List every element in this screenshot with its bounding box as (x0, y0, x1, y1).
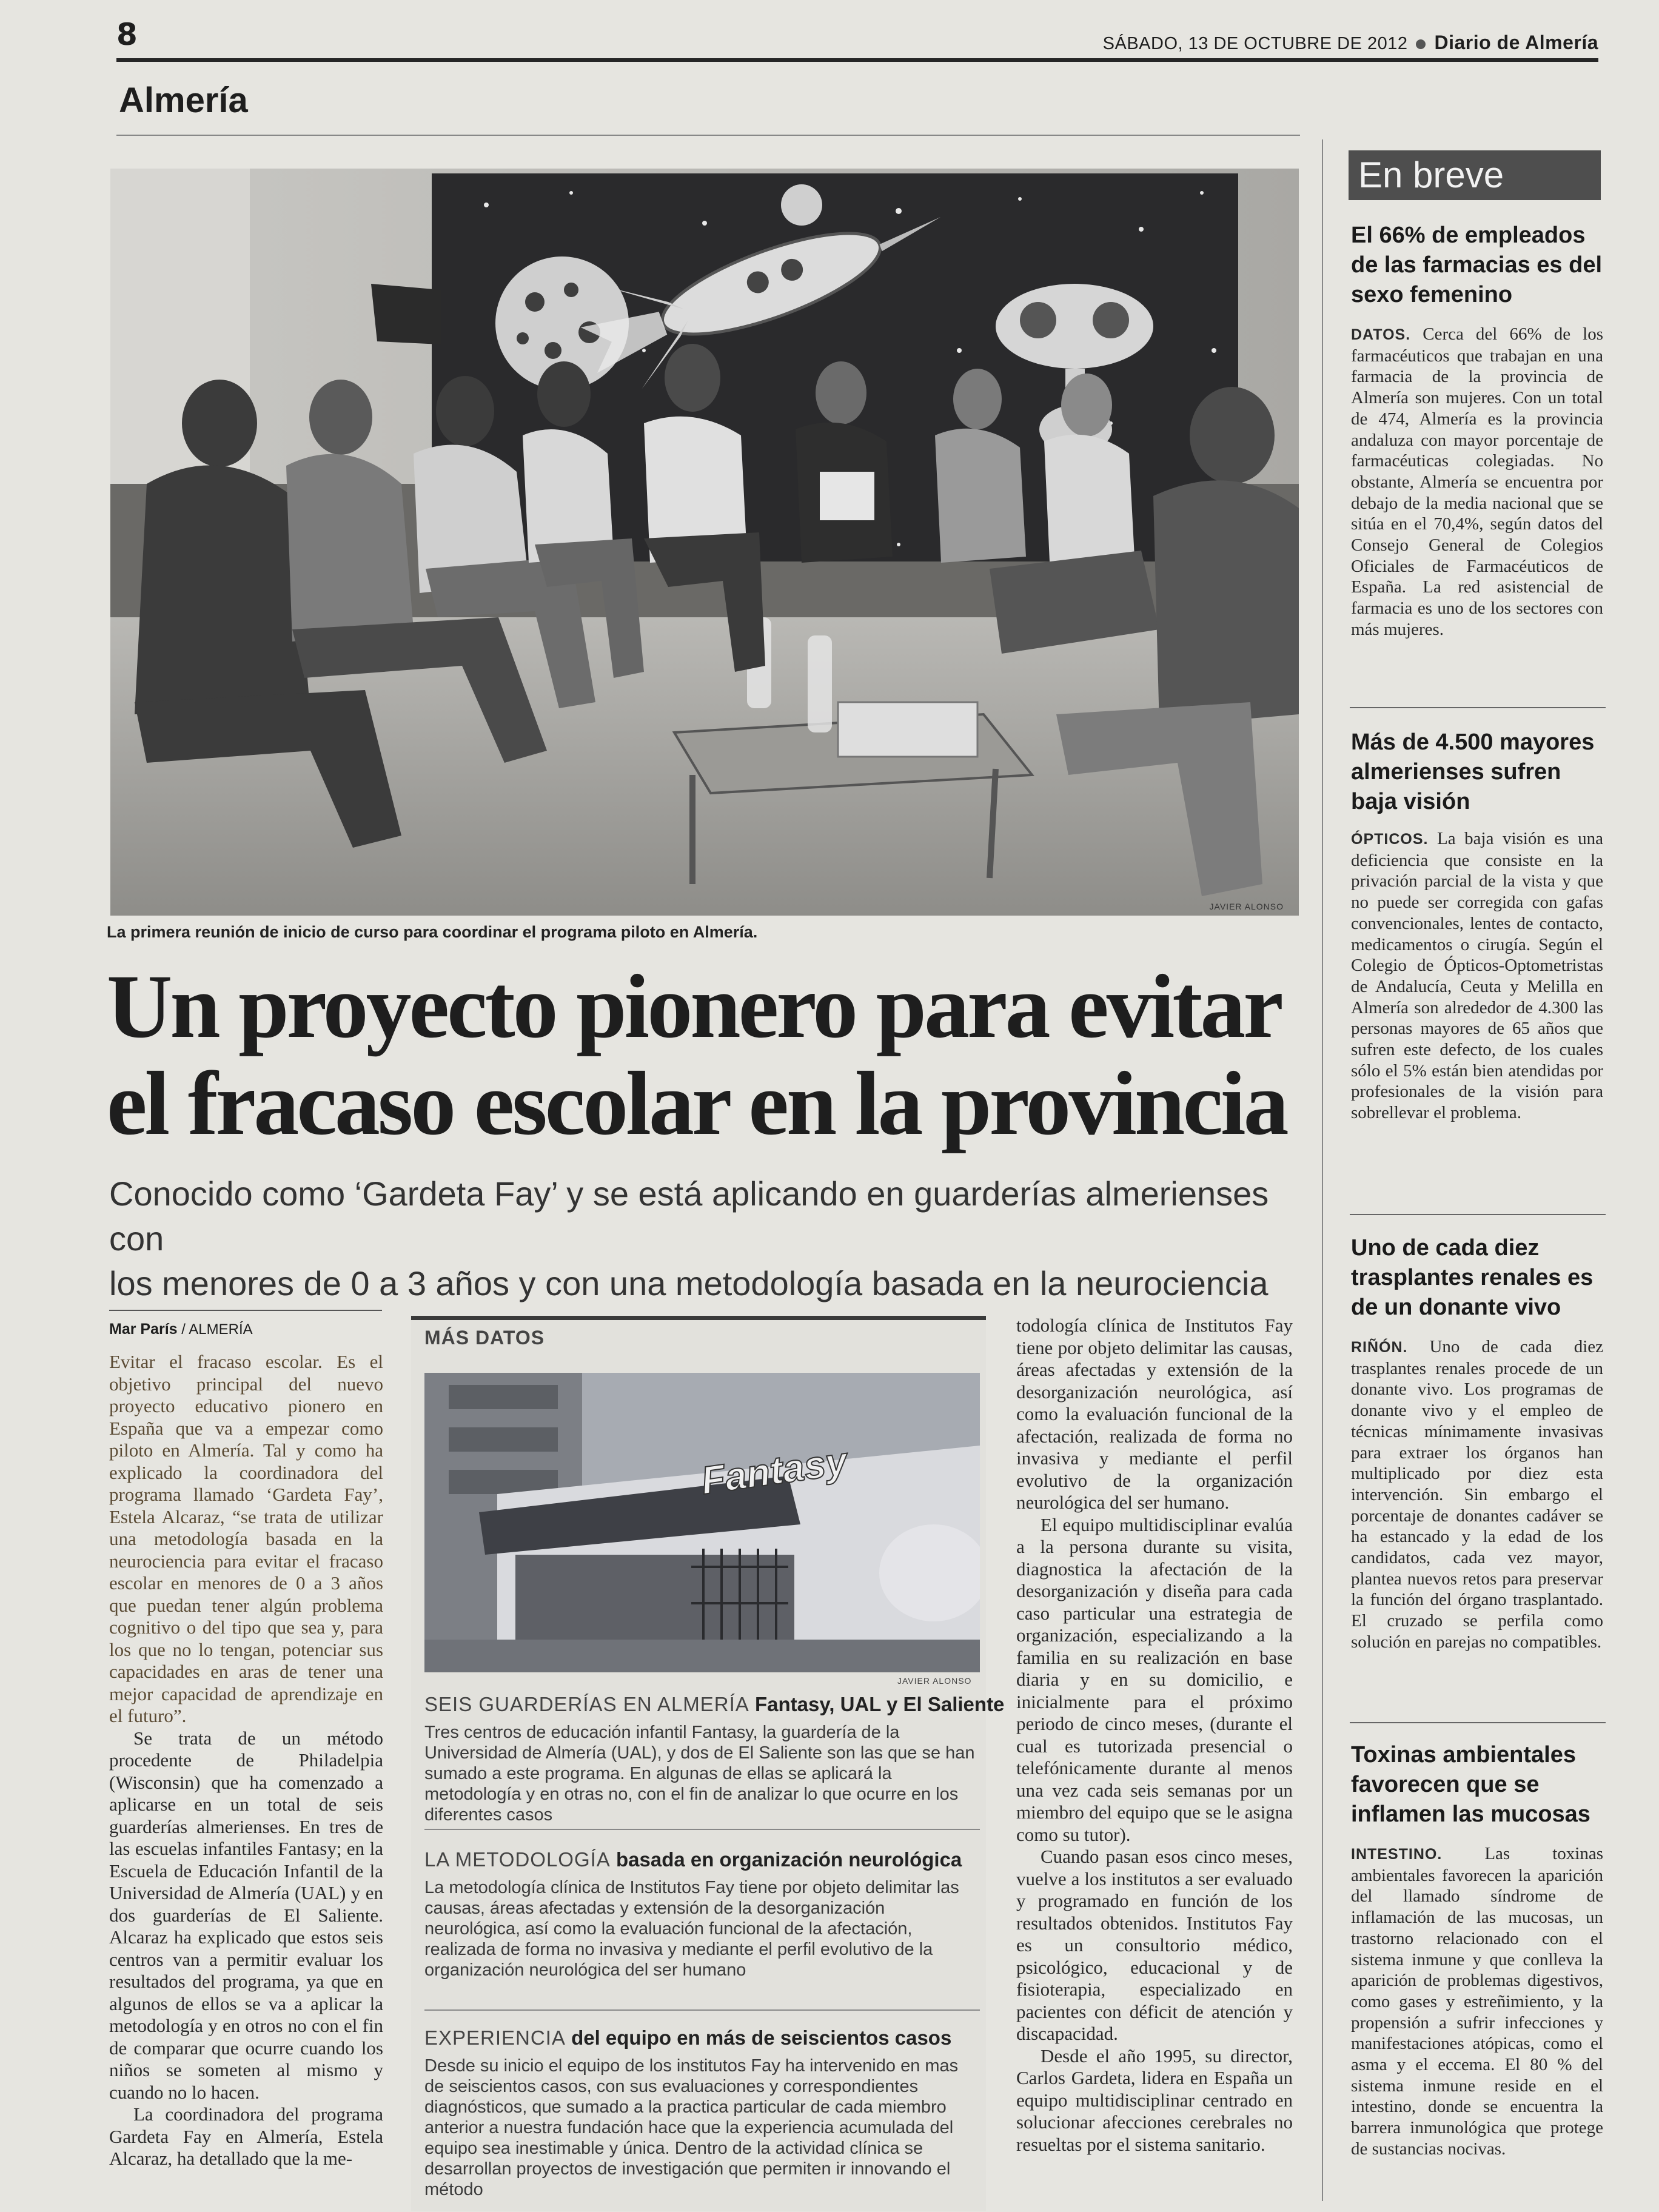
photo-credit: JAVIER ALONSO (1209, 902, 1284, 911)
article-paragraph: todología clínica de Institutos Fay tiene por objeto delimitar las causas, áreas afectadas y extensión de la desorganización neurológica, así como la evaluación funcional de la afectación, realizada de forma no invasiva y mediante el perfil evolutivo de la organización neurológica del ser humano. (1016, 1315, 1293, 1513)
article-column-3 (1016, 1315, 1293, 2156)
byline-rule (109, 1310, 382, 1311)
brief-text (1351, 828, 1603, 1124)
en-breve-header (1349, 150, 1601, 200)
issue-date: SÁBADO, 13 DE OCTUBRE DE 2012 (1102, 34, 1408, 53)
box-heading-lead: SEIS GUARDERÍAS EN ALMERÍA (424, 1693, 749, 1715)
section-rule (116, 135, 1300, 136)
brief-tag: ÓPTICOS. (1351, 831, 1429, 848)
main-photo (110, 169, 1299, 916)
box-heading-lead: LA METODOLOGÍA (424, 1848, 611, 1871)
newspaper-name: Diario de Almería (1434, 32, 1598, 53)
header-rule (116, 58, 1598, 62)
photo-caption: La primera reunión de inicio de curso para coordinar el programa piloto en Almería. (107, 923, 758, 941)
headline-line: el fracaso escolar en la provincia (107, 1053, 1287, 1154)
box-heading-title: del equipo en más de seiscientos casos (571, 2026, 952, 2049)
meeting-photo-illustration (110, 169, 1299, 916)
brief-rule (1350, 1214, 1606, 1215)
article-paragraph: Se trata de un método procedente de Philadelpia (Wisconsin) que ha comenzado a aplicarse en un total de seis guarderías almerienses. En tres de las escuelas infantiles Fantasy; en la Escuela de Educación Infantil de la Universidad de Almería (UAL) y en dos guarderías de El Saliente. Alcaraz ha explicado que estos seis centros van a permitir evaluar los resultados del programa, ya que en algunos de ellos se va a aplicar la metodología y en otros no con el fin de comparar que ocurre cuando los niños se someten al mismo y cuando no lo hacen. (109, 1727, 383, 2103)
bullet-icon (1416, 39, 1426, 49)
fantasy-sign: Fantasy (698, 1438, 850, 1503)
brief-tag: DATOS. (1351, 326, 1411, 343)
brief-body: Uno de cada diez trasplantes renales procede de un donante vivo. Los programas de donante vivo y el empleo de técnicas mínimamente invasivas para extraer los órganos han multiplicado por diez esta intervención. Sin embargo el porcentaje de donantes cadáver se ha estancado y la edad de los candidatos, cada vez mayor, plantea nuevos retos para preservar la función del órgano trasplantado. El cruzado se perfila como solución en parejas no compatibles. (1351, 1337, 1604, 1652)
brief-text (1351, 1336, 1603, 1653)
article-paragraph: Cuando pasan esos cinco meses, vuelve a los institutos a ser evaluado y programado en función de los resultados obtenidos. Institutos Fay es un consultorio médico, psicológico, educacional y de fisioterapia, especializado en pacientes con déficit de atención y discapacidad. (1016, 1846, 1293, 2044)
masthead-line (1103, 32, 1598, 54)
author-name: Mar París (109, 1321, 178, 1338)
article-column-1 (109, 1351, 383, 2170)
box-heading-title: basada en organización neurológica (615, 1848, 962, 1871)
brief-body: Cerca del 66% de los farmacéuticos que trabajan en una farmacia de la provincia de Almería son mujeres. Con un total de 474, Almería es la provincia andaluza con mayor porcentaje de farmacéuticas colegiadas. No obstante, Almería se encuentra por debajo de la media nacional que se sitúa en el 70,4%, según datos del Consejo General de Colegios Oficiales de Farmacéuticos de España. La red asistencial de farmacia es uno de los sectores con más mujeres. (1351, 324, 1603, 639)
box-rule (424, 2009, 980, 2011)
brief-title: Uno de cada diez trasplantes renales es de un donante vivo (1351, 1235, 1594, 1320)
en-breve-label: En breve (1358, 155, 1504, 195)
box-heading-lead: EXPERIENCIA (424, 2026, 566, 2049)
article-paragraph: El equipo multidisciplinar evalúa a la persona durante su visita, diagnostica la afectación de la desorganización y diseña para cada caso particular una estrategia de organización, especializando a la familia en su realización en base diaria y en su domicilio, e inicialmente para el próximo periodo de cinco meses, (durante el cual es tutorizada presencial o telefónicamente durante al menos una vez cada seis semanas por un miembro del equipo que se le asigna como su tutor). (1016, 1513, 1293, 1845)
nursery-building-illustration (424, 1373, 980, 1672)
brief-tag: RIÑÓN. (1351, 1339, 1408, 1356)
brief-text (1351, 1843, 1603, 2160)
brief-rule (1350, 1722, 1606, 1723)
subheadline (109, 1171, 1310, 1306)
article-paragraph: La coordinadora del programa Gardeta Fay en Almería, Estela Alcaraz, ha detallado que la me- (109, 2103, 383, 2169)
brief-body: Las toxinas ambientales favorecen la aparición del llamado síndrome de inflamación de las mucosas, un trastorno relacionado con el sistema inmune y que conlleva la aparición de problemas digestivos, como gases y estreñimiento, y la propensión a sufrir infecciones y manifestaciones atópicas, como el asma y el eccema. El 80 % del sistema inmune reside en el intestino, donde se encuentra la barrera inmunológica que protege de sustancias nocivas. (1351, 1844, 1603, 2159)
headline-line: Un proyecto pionero para evitar (107, 956, 1281, 1057)
byline-location: ALMERÍA (189, 1321, 253, 1338)
box-heading-1 (424, 1693, 1004, 1716)
brief-title: Toxinas ambientales favorecen que se inflamen las mucosas (1351, 1742, 1590, 1827)
box-heading-title: Fantasy, UAL y El Saliente (754, 1693, 1005, 1715)
brief-title: El 66% de empleados de las farmacias es del sexo femenino (1351, 223, 1603, 307)
box-photo-credit: JAVIER ALONSO (897, 1676, 972, 1686)
subheadline-line: Conocido como ‘Gardeta Fay’ y se está aplicando en guarderías almerienses con (109, 1175, 1269, 1258)
brief-rule (1350, 707, 1606, 708)
box-heading-3 (424, 2026, 951, 2049)
box-heading-2 (424, 1848, 962, 1871)
page-number: 8 (116, 17, 138, 52)
subheadline-line: los menores de 0 a 3 años y con una metodología basada en la neurociencia (109, 1264, 1269, 1302)
brief-tag: INTESTINO. (1351, 1846, 1443, 1863)
brief-text (1351, 324, 1603, 640)
column-divider (1322, 139, 1323, 2201)
box-text-1: Tres centros de educación infantil Fantasy, la guardería de la Universidad de Almería (UAL), y dos de El Saliente son las que se han sumado a este programa. En algunas de ellas se aplicará la metodología y en otras no, con el fin de analizar lo que ocurre en los diferentes casos (424, 1723, 975, 1825)
section-title: Almería (119, 81, 248, 120)
box-text-3: Desde su inicio el equipo de los institutos Fay ha intervenido en mas de seiscientos casos, con sus evaluaciones y correspondientes diagnósticos, que sumado a la practica particular de cada miembro anterior a nuestra fundación hace que la experiencia acumulada del equipo sea inestimable y única. Dentro de la actividad clínica se desarrollan proyectos de investigación que permiten ir innovando el método (424, 2056, 959, 2199)
byline: Mar París / ALMERÍA (109, 1321, 253, 1338)
more-data-label: MÁS DATOS (424, 1327, 545, 1349)
brief-title: Más de 4.500 mayores almerienses sufren baja visión (1351, 729, 1595, 814)
box-rule (424, 1829, 980, 1830)
fantasy-photo (424, 1373, 980, 1672)
article-paragraph: Desde el año 1995, su director, Carlos Gardeta, lidera en España un equipo multidisciplinar centrado en solucionar afecciones cerebrales no resueltas por el sistema sanitario. (1016, 2045, 1293, 2155)
box-text-2: La metodología clínica de Institutos Fay tiene por objeto delimitar las causas, áreas afectadas y extensión de la desorganización neurológica, así como la evaluación funcional de la afectación, realizada de forma no invasiva y mediante el perfil evolutivo de la organización neurológica del ser humano (424, 1878, 959, 1980)
headline (107, 958, 1319, 1152)
article-paragraph: Evitar el fracaso escolar. Es el objetivo principal del nuevo proyecto educativo pionero en España que va a empezar como piloto en Almería. Tal y como ha explicado la coordinadora del programa llamado ‘Gardeta Fay’, Estela Alcaraz, “se trata de utilizar una metodología basada en la neurociencia para evitar el fracaso escolar en menores de 0 a 3 años que puedan tener algún problema cognitivo o del tipo que sea y, para los que no lo tengan, potenciar sus capacidades en aras de tener una mejor capacidad de aprendizaje en el futuro”. (109, 1351, 383, 1726)
brief-body: La baja visión es una deficiencia que consiste en la privación parcial de la vista y que no puede ser corregida con gafas convencionales, lentes de contacto, medicamentos o cirugía. Según el Colegio de Ópticos-Optometristas de Andalucía, Ceuta y Melilla en Almería son alrededor de 4.300 las personas mayores de 65 años que sufren este defecto, de los cuales sólo el 5% están bien atendidas por profesionales de la visión para sobrellevar el problema. (1351, 829, 1603, 1123)
